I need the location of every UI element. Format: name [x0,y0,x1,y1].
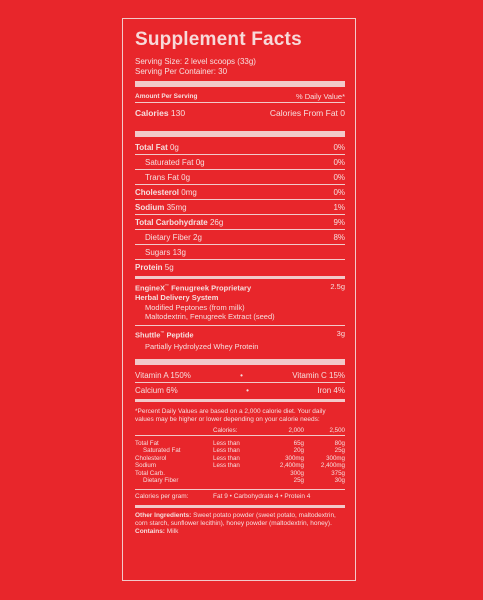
nutrient-daily-value: 0% [333,142,345,152]
dv-cell: 65g [293,439,304,447]
divider [135,276,345,279]
nutrient-amount: 0g [181,172,191,182]
nutrient-label: Sugars [145,247,171,257]
amount-per-serving: Amount Per Serving [135,92,198,100]
nutrient-daily-value: 1% [333,202,345,212]
trademark-mark: ™ [165,283,170,288]
calories-per-gram-label: Calories per gram: [135,492,189,500]
dv-cell: 30g [334,477,345,484]
nutrient-row [135,154,345,169]
contains-label: Contains: [135,527,165,535]
blend-name-rest: Peptide [164,330,194,339]
vitamin-dot: • [246,385,249,395]
label-title: Supplement Facts [135,29,302,50]
nutrient-row [135,184,345,199]
daily-value-table [135,427,345,485]
nutrient-amount: 26g [209,217,224,227]
dv-cell: 20g [293,447,304,454]
dv-cell [135,427,213,435]
nutrient-daily-value: 9% [333,217,345,227]
calories-from-fat: Calories From Fat 0 [269,108,345,118]
dv-cell: Total Carb. [135,469,165,477]
blend-subtitle: Herbal Delivery System [135,293,219,302]
dv-cell: 25g [334,447,345,454]
ingredients-label: Other Ingredients: [135,511,192,519]
blend-name: EngineX [135,283,166,293]
dv-cell: Sodium [135,462,156,469]
supplement-facts-panel [122,18,356,581]
divider [135,325,345,326]
dv-cell: 300mg [326,454,345,462]
dv-cell: Dietary Fiber [143,477,179,484]
nutrient-row [135,229,345,244]
nutrient-name [135,173,190,182]
dv-cell: 80g [334,439,345,447]
thick-divider [135,131,345,137]
dv-row [135,440,345,448]
nutrient-name [135,218,223,227]
dv-row [135,462,345,470]
nutrient-amount: 35mg [166,202,187,212]
blend-name-rest: Fenugreek Proprietary [169,283,252,293]
nutrient-amount: 2g [193,232,202,242]
vitamin-dot: • [240,370,243,380]
nutrient-amount: 0g [195,157,205,167]
dv-row [135,477,345,485]
nutrient-amount: 0g [169,142,179,152]
dv-cell: Less than [213,439,240,447]
dv-row [135,455,345,463]
nutrient-daily-value: 8% [333,232,345,242]
enginex-blend [135,281,345,322]
serving-size: Serving Size: 2 level scoops (33g) [135,57,256,66]
nutrient-row [135,169,345,184]
nutrient-row [135,199,345,214]
shuttle-blend [135,328,345,352]
nutrient-amount: 0mg [181,187,197,197]
calories-value: 130 [170,108,186,118]
blend-ingredient: Modified Peptones (from milk) [145,302,245,312]
amount-header-row [135,90,345,102]
calories-per-gram [135,490,345,503]
nutrient-label: Trans Fat [145,172,179,182]
nutrient-label: Dietary Fiber [145,232,191,242]
thick-divider [135,359,345,365]
nutrient-daily-value: 0% [333,172,345,182]
dv-cell: 375g [331,469,345,477]
blend-header-row [135,281,345,293]
nutrient-name [135,248,186,257]
nutrient-name [135,143,179,152]
nutrient-row [135,259,345,274]
nutrient-daily-value: 0% [333,157,345,167]
blend-amount: 2.5g [330,282,345,292]
vitamin-row [135,368,345,382]
dv-cell: Cholesterol [135,454,167,462]
nutrient-label: Saturated Fat [145,157,194,167]
calories-label: Calories [135,108,169,118]
blend-ingredient: Maltodextrin, Fenugreek Extract (seed) [145,312,275,321]
dv-cell: 300g [290,469,304,477]
vitamin-list [135,368,345,397]
calories-row [135,103,345,123]
nutrient-label: Protein [135,262,163,272]
vitamin-left: Calcium 6% [135,385,178,395]
nutrient-label: Cholesterol [135,187,180,197]
nutrient-label: Total Carbohydrate [135,217,208,227]
nutrient-label: Sodium [135,202,165,212]
dv-cell: Less than [213,447,240,454]
nutrient-name [135,188,197,197]
nutrient-row [135,214,345,229]
contains-text: Milk [164,527,179,535]
daily-value-header: % Daily Value* [295,91,345,101]
dv-cell [213,477,263,485]
divider [135,399,345,402]
dv-cell: Calories: [213,427,238,434]
blend-name: Shuttle [135,330,161,339]
nutrient-daily-value: 0% [333,187,345,197]
thick-divider [135,81,345,87]
nutrient-amount: 13g [172,247,186,257]
nutrient-name [135,158,205,167]
nutrient-row [135,140,345,154]
dv-cell: 2,400mg [279,462,304,469]
vitamin-right: Vitamin C 15% [292,370,345,380]
divider [135,505,345,508]
blend-header-row [135,328,345,340]
dv-cell: 25g [293,477,304,484]
dv-header-row [135,427,345,435]
daily-value-footnote: *Percent Daily Values are based on a 2,000 calorie diet. Your daily values may be higher or lower depending on your calorie needs: [135,408,326,423]
nutrient-list [135,140,345,274]
servings-per-container: Serving Per Container: 30 [135,67,228,76]
vitamin-row [135,382,345,397]
dv-cell [213,470,263,478]
dv-row [135,470,345,478]
other-ingredients [135,512,345,528]
dv-cell: 2,500 [329,427,345,434]
nutrient-amount: 5g [164,262,174,272]
dv-cell: Less than [213,462,240,469]
trademark-mark: ™ [160,329,165,335]
dv-cell: Total Fat [135,439,159,447]
nutrient-name [135,263,174,272]
nutrient-name [135,233,202,242]
ingredients-text: Sweet potato powder (sweet potato, maltodextrin, corn starch, sunflower lecithin), honey powder (maltodextrin, honey). [135,511,336,527]
vitamin-left: Vitamin A 150% [135,370,191,380]
nutrient-label: Total Fat [135,142,168,152]
nutrient-name [135,203,187,212]
blend-amount: 3g [336,328,345,338]
dv-cell: 300mg [285,454,304,462]
dv-row [135,447,345,455]
calories-per-gram-value: Fat 9 • Carbohydrate 4 • Protein 4 [213,492,311,500]
dv-cell: Saturated Fat [143,447,181,454]
dv-cell: 2,000 [288,427,304,434]
dv-cell: Less than [213,454,240,462]
blend-ingredient: Partially Hydrolyzed Whey Protein [145,341,259,351]
allergen-contains [135,528,345,536]
vitamin-right: Iron 4% [317,385,345,395]
nutrient-row [135,244,345,259]
dv-cell: 2,400mg [320,462,345,469]
